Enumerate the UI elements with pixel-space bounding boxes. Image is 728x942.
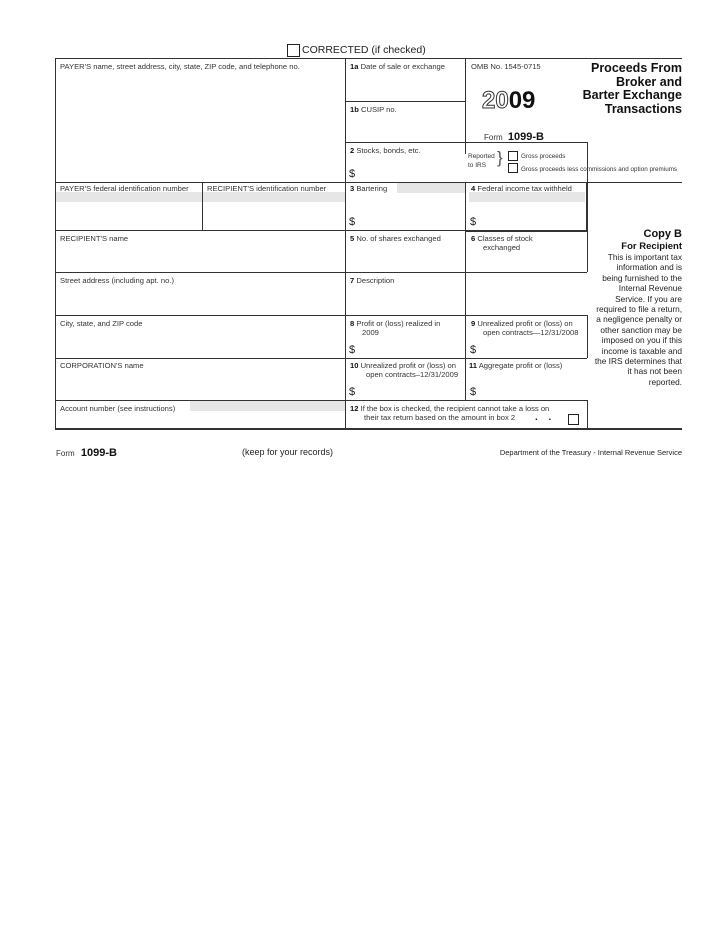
- reported-line-1: Reported: [468, 153, 495, 160]
- box1b-label: [350, 105, 397, 114]
- corporation-name-label: CORPORATION'S name: [60, 361, 144, 370]
- box11-number: 11: [469, 361, 478, 370]
- box5-label: [350, 234, 441, 243]
- account-shade: [190, 401, 345, 411]
- reported-line-2: to IRS: [468, 162, 487, 169]
- recipient-id-label: RECIPIENT'S identification number: [207, 184, 327, 193]
- for-recipient-heading: For Recipient: [621, 241, 682, 252]
- box5-text: No. of shares exchanged: [356, 234, 441, 243]
- box6-text-2: exchanged: [483, 243, 521, 252]
- street-label: Street address (including apt. no.): [60, 276, 174, 285]
- notice-line: required to file a return,: [596, 304, 682, 315]
- omb-number: OMB No. 1545-0715: [471, 62, 541, 71]
- box6-number: 6: [471, 234, 476, 243]
- box4-shade: [469, 192, 585, 202]
- box8-text-1: Profit or (loss) realized in: [356, 319, 441, 328]
- box11-text: Aggregate profit or (loss): [478, 361, 563, 370]
- col-divider-right: [465, 58, 466, 154]
- box2-number: 2: [350, 146, 355, 155]
- box3-shade: [397, 183, 465, 193]
- copy-b-heading: Copy B: [643, 228, 682, 240]
- box4-number: 4: [471, 184, 476, 193]
- box8-label: [350, 319, 440, 337]
- footer-form-id: [56, 447, 117, 459]
- box12-dots: . .: [535, 412, 556, 423]
- notice-line: other sanction may be: [600, 324, 682, 335]
- box2-right: [587, 142, 588, 183]
- payer-name-label: PAYER'S name, street address, city, state, ZIP code, and telephone no.: [60, 62, 300, 71]
- notice-line: Service. If you are: [615, 293, 682, 304]
- form-id-top-word: Form: [484, 133, 503, 142]
- tax-year: [482, 87, 535, 115]
- corrected-label: CORRECTED (if checked): [302, 44, 426, 56]
- col-divider-ids: [202, 182, 203, 230]
- box12-number: 12: [350, 404, 359, 413]
- payer-id-shade: [56, 192, 202, 202]
- box10-label: [350, 361, 458, 379]
- recipient-notice: [588, 252, 682, 387]
- notice-line: it has not been: [627, 366, 682, 377]
- form-bottom-border: [55, 428, 682, 430]
- box12-label: [350, 404, 549, 422]
- form-id-top: [484, 131, 544, 143]
- col-divider-34: [465, 182, 466, 315]
- row-divider-1b: [345, 101, 465, 102]
- gross-less-checkbox[interactable]: [508, 163, 518, 173]
- box1b-text: CUSIP no.: [361, 105, 397, 114]
- keep-for-records: (keep for your records): [242, 447, 334, 457]
- gross-less-label: Gross proceeds less commissions and option premiums: [521, 166, 678, 173]
- box4-label: [471, 184, 572, 193]
- box9-number: 9: [471, 319, 476, 328]
- box2-text: Stocks, bonds, etc.: [356, 146, 421, 155]
- notice-line: information and is: [616, 262, 682, 273]
- city-label: City, state, and ZIP code: [60, 319, 143, 328]
- row-divider-street: [55, 272, 587, 273]
- box12-text-2: their tax return based on the amount in box 2: [364, 413, 516, 422]
- row-divider-city: [55, 315, 587, 316]
- box10-dollar: $: [349, 386, 356, 398]
- box3-number: 3: [350, 184, 355, 193]
- title-line-2: Broker and: [616, 74, 682, 89]
- box4-right: [586, 182, 588, 232]
- notice-line: imposed on you if this: [601, 335, 682, 346]
- box11-dollar: $: [470, 386, 477, 398]
- footer-form-word: Form: [56, 449, 75, 458]
- account-number-label: Account number (see instructions): [60, 404, 176, 413]
- box2-dollar: $: [349, 168, 356, 180]
- box6-text-1: Classes of stock: [477, 234, 533, 243]
- box12-text-1: If the box is checked, the recipient cannot take a loss on: [360, 404, 550, 413]
- row-divider-corp: [55, 358, 587, 359]
- form-title: [565, 62, 682, 116]
- notice-line: reported.: [648, 376, 682, 387]
- form-left-border: [55, 58, 56, 430]
- box10-number: 10: [350, 361, 359, 370]
- col-divider-main: [345, 58, 346, 428]
- title-line-4: Transactions: [604, 101, 682, 116]
- notice-line: the IRS determines that: [594, 356, 682, 367]
- tax-year-solid: 09: [508, 87, 536, 114]
- box9-label: [471, 319, 578, 337]
- reported-to-irs: [468, 152, 495, 170]
- box3-dollar: $: [349, 216, 356, 228]
- box9-text-2: open contracts—12/31/2008: [483, 328, 579, 337]
- box6-label: [471, 234, 533, 252]
- box8-text-2: 2009: [362, 328, 379, 337]
- box12-right: [587, 400, 588, 428]
- box8-number: 8: [350, 319, 355, 328]
- box5-number: 5: [350, 234, 355, 243]
- notice-line: This is important tax: [607, 252, 682, 262]
- box7-text: Description: [356, 276, 395, 285]
- box4-bottom: [465, 230, 588, 232]
- corrected-checkbox[interactable]: [287, 44, 300, 57]
- gross-proceeds-label: Gross proceeds: [521, 153, 566, 160]
- notice-line: income is taxable and: [601, 345, 682, 356]
- gross-proceeds-checkbox[interactable]: [508, 151, 518, 161]
- notice-line: Internal Revenue: [618, 283, 682, 294]
- box11-label: [469, 361, 562, 370]
- notice-line: a negligence penalty or: [596, 314, 682, 325]
- form-id-top-number: 1099-B: [507, 131, 544, 143]
- reported-brace-icon: }: [497, 148, 503, 167]
- tax-year-outline: 20: [482, 87, 509, 114]
- recipient-name-label: RECIPIENT'S name: [60, 234, 129, 243]
- recipient-id-shade: [203, 192, 345, 202]
- box12-checkbox[interactable]: [568, 414, 579, 425]
- box10-text-2: open contracts–12/31/2009: [366, 370, 459, 379]
- box1a-label: [350, 62, 445, 71]
- form-top-border: [55, 58, 682, 59]
- title-line-3: Barter Exchange: [582, 88, 682, 102]
- box3-text: Bartering: [356, 184, 388, 193]
- notice-line: being furnished to the: [602, 272, 682, 283]
- box9-text-1: Unrealized profit or (loss) on: [477, 319, 573, 328]
- box10-text-1: Unrealized profit or (loss) on: [360, 361, 456, 370]
- box9-dollar: $: [470, 344, 477, 356]
- row-divider-2: [345, 142, 587, 143]
- footer-form-number: 1099-B: [80, 447, 117, 459]
- box1b-number: 1b: [350, 105, 359, 114]
- box1a-number: 1a: [350, 62, 359, 71]
- box2-label: [350, 146, 421, 155]
- box4-text: Federal income tax withheld: [477, 184, 572, 193]
- box3-label: [350, 184, 387, 193]
- box1a-text: Date of sale or exchange: [360, 62, 446, 71]
- box8-dollar: $: [349, 344, 356, 356]
- box7-label: [350, 276, 394, 285]
- box4-dollar: $: [470, 216, 477, 228]
- box7-number: 7: [350, 276, 355, 285]
- title-line-1: Proceeds From: [590, 61, 682, 75]
- department-line: Department of the Treasury - Internal Revenue Service: [499, 448, 682, 457]
- payer-fed-id-label: PAYER'S federal identification number: [60, 184, 189, 193]
